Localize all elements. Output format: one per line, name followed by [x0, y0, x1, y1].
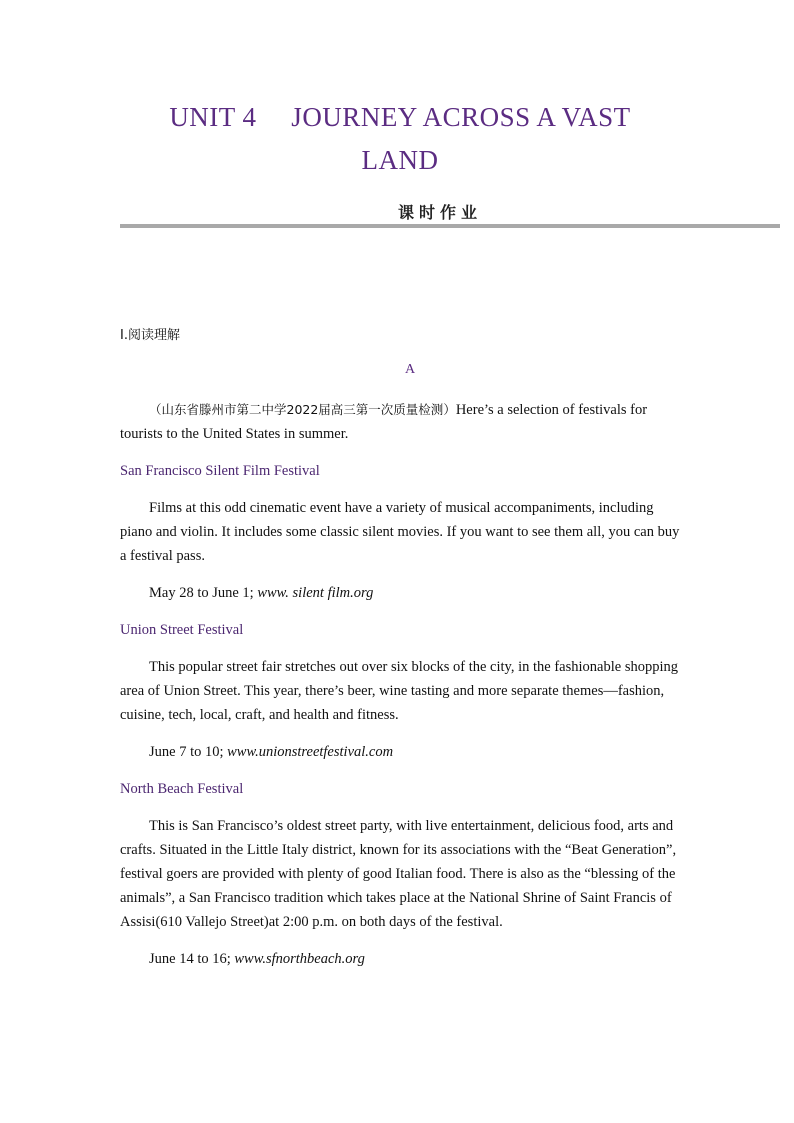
unit-title-line-2: LAND: [361, 145, 439, 175]
festival-url-link[interactable]: www. silent film.org: [257, 585, 374, 601]
passage-body: [120, 398, 680, 984]
festival-description-north-beach: This is San Francisco’s oldest street party, with live entertainment, delicious food, arts and crafts. Situated in the Little Italy district, known for its associations with the “Beat Generation”, festival goers are provided with plenty of good Italian food. There is also as the “blessing of the animals”, a San Francisco tradition which takes place at the National Shrine of Saint Francis of Assisi(610 Vallejo Street)at 2:00 p.m. on both days of the festival.: [120, 818, 677, 930]
festival-dates: June 14 to 16;: [149, 951, 235, 967]
header-divider: [120, 224, 780, 228]
intro-paragraph: [120, 398, 680, 446]
festival-url-link[interactable]: www.sfnorthbeach.org: [234, 951, 365, 967]
festival-description-silent-film: Films at this odd cinematic event have a variety of musical accompaniments, including piano and violin. It includes some classic silent movies. If you want to see them all, you can buy a festival pass.: [120, 500, 680, 564]
festival-heading-union-street: Union Street Festival: [120, 622, 244, 638]
intro-source: （山东省滕州市第二中学2022届高三第一次质量检测）: [149, 402, 456, 417]
section-heading-reading: Ⅰ.阅读理解: [120, 328, 180, 343]
festival-description-union-street: This popular street fair stretches out over six blocks of the city, in the fashionable shopping area of Union Street. This year, there’s beer, wine tasting and more separate themes—fashion, cuisine, tech, local, craft, and health and fitness.: [120, 659, 678, 723]
festival-url-link[interactable]: www.unionstreetfestival.com: [227, 744, 394, 760]
passage-letter: A: [405, 362, 416, 377]
unit-title-line-1: UNIT 4 JOURNEY ACROSS A VAST: [169, 102, 631, 132]
festival-heading-north-beach: North Beach Festival: [120, 781, 244, 797]
intro-text: Here’s a selection of festivals for tourists to the United States in summer.: [120, 402, 648, 442]
festival-dates: June 7 to 10;: [149, 744, 228, 760]
unit-title: [120, 96, 680, 182]
festival-info-north-beach: [120, 947, 680, 971]
festival-info-union-street: [120, 740, 680, 764]
homework-subtitle: 课时作业: [397, 203, 482, 222]
festival-dates: May 28 to June 1;: [149, 585, 258, 601]
festival-heading-silent-film: San Francisco Silent Film Festival: [120, 463, 320, 479]
festival-info-silent-film: [120, 581, 680, 605]
